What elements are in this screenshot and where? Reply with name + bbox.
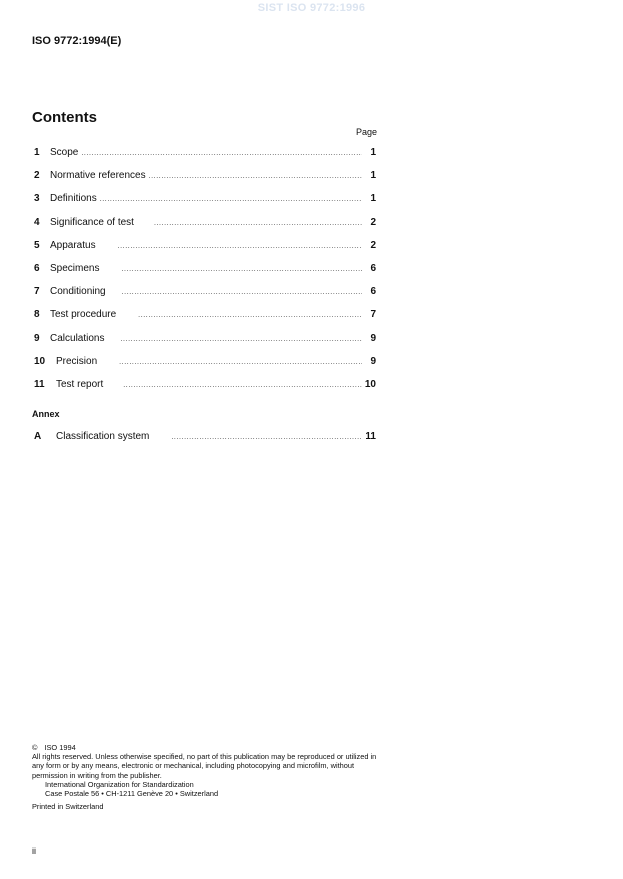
- table-of-contents: [34, 147, 376, 402]
- toc-entry-number: 11: [34, 378, 45, 390]
- toc-entry-number: 5: [34, 239, 40, 251]
- publisher-name: International Organization for Standardization: [45, 779, 194, 789]
- annex-entry-letter: A: [34, 431, 42, 442]
- dot-leader: [171, 434, 362, 441]
- toc-entry-page: 2: [370, 216, 376, 228]
- watermark: SIST ISO 9772:1996: [257, 2, 366, 14]
- annex-list: [34, 431, 376, 454]
- toc-entry-page: 9: [370, 355, 376, 367]
- copyright-block: [32, 743, 382, 811]
- dot-leader: [149, 173, 362, 180]
- printed-location: Printed in Switzerland: [32, 802, 104, 812]
- toc-entry-page: 6: [370, 286, 376, 298]
- toc-entry-conditioning[interactable]: [34, 286, 376, 309]
- toc-entry-page: 7: [370, 309, 376, 321]
- document-id: ISO 9772:1994(E): [32, 35, 122, 47]
- toc-entry-title: Test report: [56, 378, 104, 390]
- toc-entry-number: 2: [34, 170, 40, 182]
- toc-entry-title: Scope: [50, 147, 79, 158]
- toc-entry-scope[interactable]: [34, 147, 376, 170]
- annex-entry-title: Classification system: [56, 431, 150, 442]
- toc-entry-test-report[interactable]: [34, 379, 376, 402]
- toc-entry-page: 6: [370, 262, 376, 274]
- dot-leader: [121, 266, 362, 273]
- annex-heading: Annex: [32, 409, 60, 419]
- contents-heading: Contents: [32, 109, 97, 126]
- dot-leader: [122, 289, 362, 296]
- toc-entry-page: 2: [370, 239, 376, 251]
- toc-entry-number: 4: [34, 216, 40, 228]
- dot-leader: [123, 382, 362, 389]
- toc-entry-significance-of-test[interactable]: [34, 217, 376, 240]
- toc-entry-number: 1: [34, 147, 40, 158]
- annex-entry-classification-system[interactable]: [34, 431, 376, 454]
- dot-leader: [154, 220, 362, 227]
- toc-entry-precision[interactable]: [34, 356, 376, 379]
- toc-entry-page: 1: [370, 147, 376, 158]
- copyright-symbol: ©: [32, 743, 38, 752]
- dot-leader: [81, 150, 362, 157]
- toc-entry-title: Apparatus: [50, 239, 96, 251]
- dot-leader: [138, 312, 362, 319]
- toc-entry-number: 7: [34, 286, 40, 298]
- toc-entry-apparatus[interactable]: [34, 240, 376, 263]
- toc-entry-page: 1: [370, 193, 376, 205]
- toc-entry-number: 3: [34, 193, 40, 205]
- copyright-notice: All rights reserved. Unless otherwise specified, no part of this publication may be reproduced or utilized in any form or by any means, electronic or mechanical, including photocopying and microfilm, without permission in writing from the publisher.: [32, 752, 377, 780]
- toc-entry-number: 6: [34, 262, 40, 274]
- toc-entry-test-procedure[interactable]: [34, 309, 376, 332]
- toc-entry-definitions[interactable]: [34, 193, 376, 216]
- page-number: ii: [32, 846, 36, 856]
- toc-entry-calculations[interactable]: [34, 333, 376, 356]
- toc-entry-title: Normative references: [50, 170, 146, 182]
- dot-leader: [119, 359, 362, 366]
- toc-entry-title: Definitions: [50, 193, 97, 205]
- toc-entry-title: Test procedure: [50, 309, 117, 321]
- page-column-label: Page: [356, 127, 378, 137]
- toc-entry-title: Conditioning: [50, 286, 106, 298]
- toc-entry-page: 10: [364, 378, 376, 390]
- dot-leader: [118, 243, 362, 250]
- toc-entry-title: Significance of test: [50, 216, 134, 228]
- copyright-year: ISO 1994: [44, 743, 76, 752]
- annex-entry-page: 11: [365, 431, 376, 442]
- toc-entry-page: 9: [370, 332, 376, 344]
- copyright-line: [32, 743, 382, 752]
- toc-entry-specimens[interactable]: [34, 263, 376, 286]
- toc-entry-page: 1: [370, 170, 376, 182]
- dot-leader: [100, 196, 362, 203]
- publisher-address: Case Postale 56 • CH-1211 Genève 20 • Switzerland: [45, 789, 219, 799]
- toc-entry-number: 8: [34, 309, 40, 321]
- toc-entry-title: Calculations: [50, 332, 105, 344]
- toc-entry-number: 9: [34, 332, 40, 344]
- toc-entry-number: 10: [34, 355, 46, 367]
- toc-entry-normative-references[interactable]: [34, 170, 376, 193]
- toc-entry-title: Precision: [56, 355, 98, 367]
- dot-leader: [120, 336, 362, 343]
- toc-entry-title: Specimens: [50, 262, 100, 274]
